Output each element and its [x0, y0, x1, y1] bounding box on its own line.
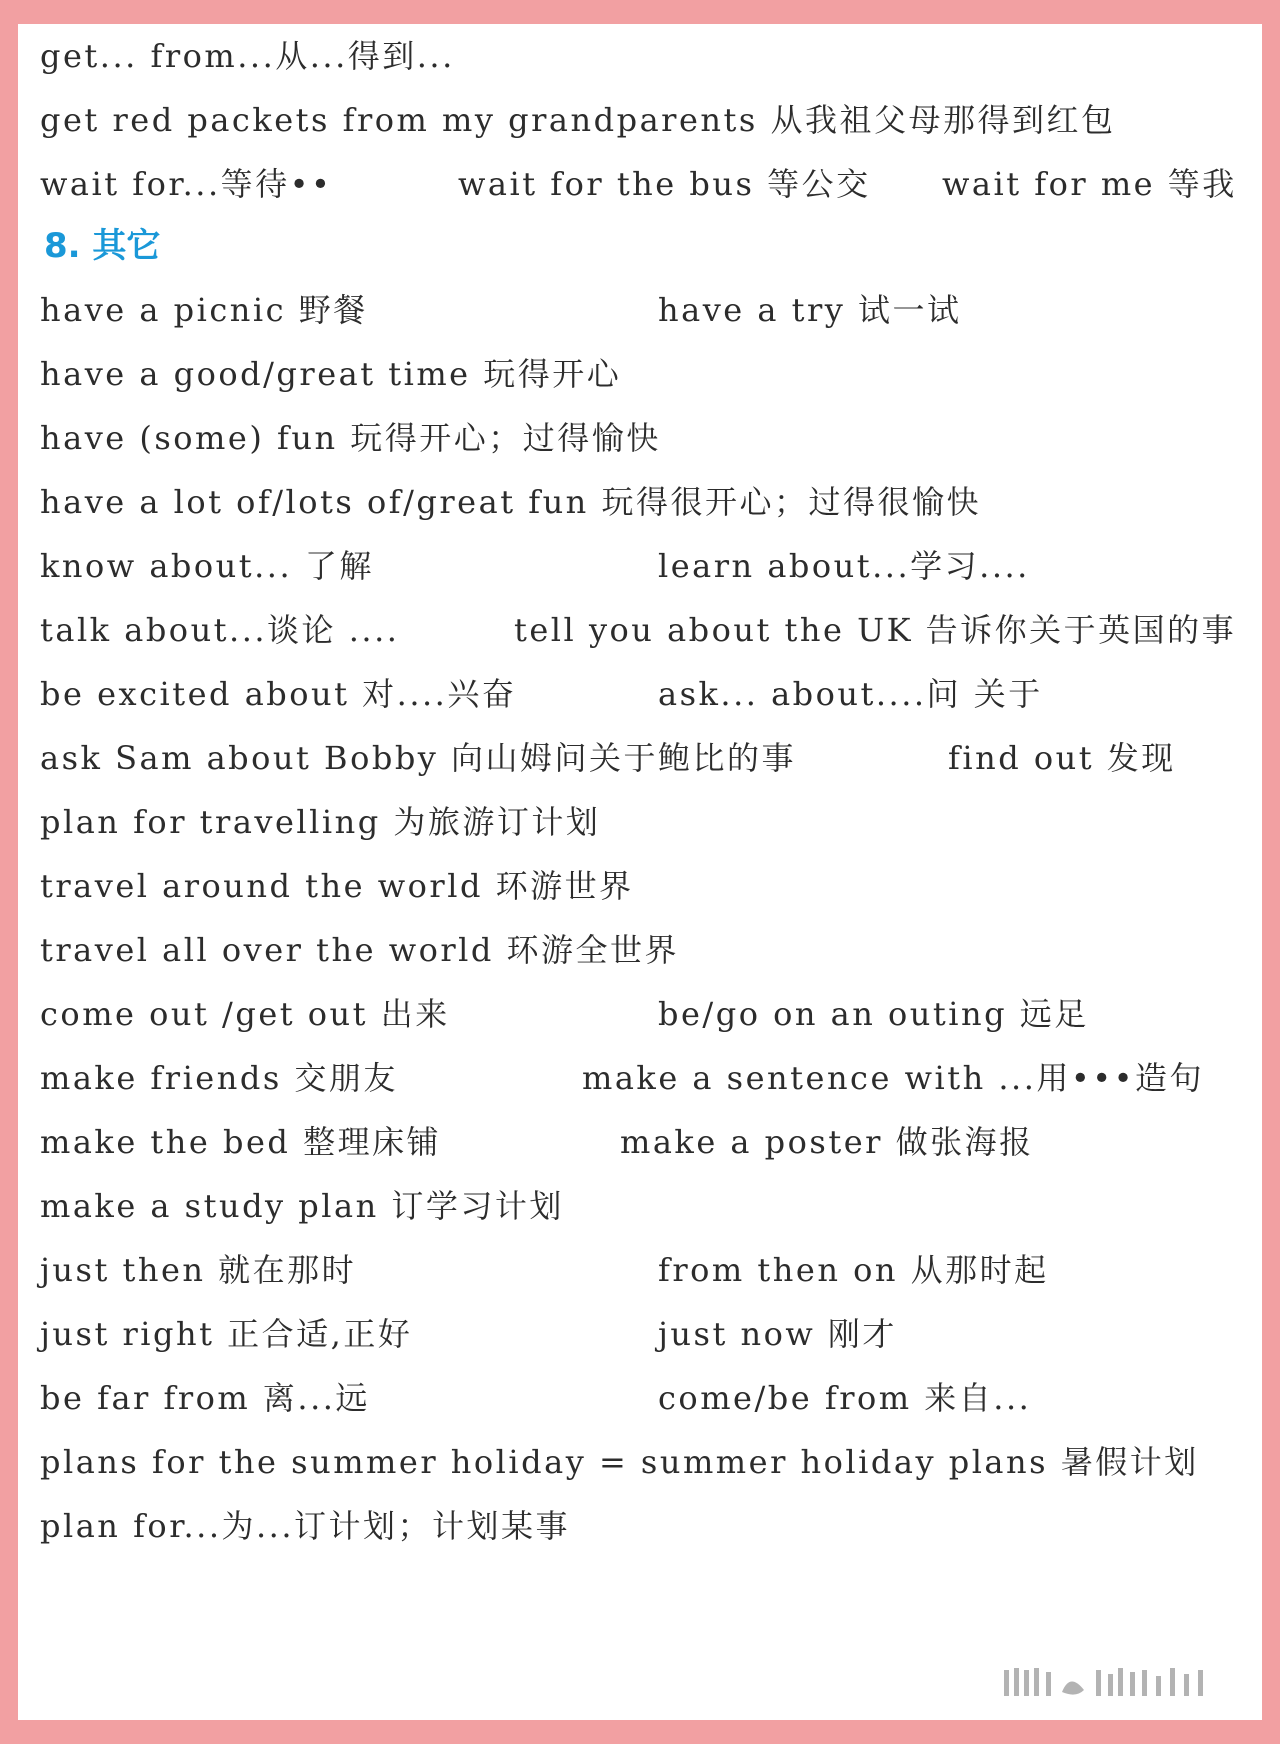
phrase: have a good/great time 玩得开心	[40, 355, 622, 393]
phrase: talk about...谈论 ....	[40, 611, 400, 649]
phrase: plans for the summer holiday = summer holiday plans 暑假计划	[40, 1443, 1199, 1481]
vocabulary-sheet	[18, 24, 1262, 1720]
phrase-line	[18, 1368, 1262, 1428]
phrase-line	[18, 408, 1262, 468]
phrase-line	[18, 1176, 1262, 1236]
phrase-line	[18, 154, 1262, 214]
phrase-line	[18, 792, 1262, 852]
watermark-icon	[1000, 1662, 1240, 1702]
phrase: know about... 了解	[40, 547, 374, 585]
phrase: plan for travelling 为旅游订计划	[40, 803, 601, 841]
phrase: make a poster 做张海报	[620, 1123, 1034, 1161]
phrase-line	[18, 536, 1262, 596]
phrase: wait for...等待••	[40, 165, 333, 203]
phrase-line	[18, 344, 1262, 404]
phrase: tell you about the UK 告诉你关于英国的事	[514, 611, 1237, 649]
phrase-line	[18, 280, 1262, 340]
phrase: travel around the world 环游世界	[40, 867, 634, 905]
phrase-line	[18, 1112, 1262, 1172]
phrase: travel all over the world 环游全世界	[40, 931, 680, 969]
phrase: have a try 试一试	[658, 291, 962, 329]
phrase: just now 刚才	[658, 1315, 897, 1353]
phrase-line	[18, 1048, 1262, 1108]
phrase: get... from...从...得到...	[40, 37, 455, 75]
phrase: wait for the bus 等公交	[458, 165, 871, 203]
phrase: from then on 从那时起	[658, 1251, 1049, 1289]
phrase: make the bed 整理床铺	[40, 1123, 442, 1161]
phrase: be excited about 对....兴奋	[40, 675, 517, 713]
phrase: find out 发现	[948, 739, 1176, 777]
phrase-line	[18, 664, 1262, 724]
phrase: get red packets from my grandparents 从我祖父母那得到红包	[40, 101, 1116, 139]
phrase: come out /get out 出来	[40, 995, 450, 1033]
phrase-line	[18, 600, 1262, 660]
phrase: wait for me 等我	[942, 165, 1237, 203]
phrase-line	[18, 1304, 1262, 1364]
phrase: ask Sam about Bobby 向山姆问关于鲍比的事	[40, 739, 797, 777]
phrase: just right 正合适,正好	[40, 1315, 413, 1353]
phrase: make a sentence with ...用•••造句	[582, 1059, 1204, 1097]
phrase-line	[18, 1496, 1262, 1556]
phrase: have (some) fun 玩得开心；过得愉快	[40, 419, 661, 457]
phrase: just then 就在那时	[40, 1251, 357, 1289]
phrase: come/be from 来自...	[658, 1379, 1032, 1417]
section-heading: 8. 其它	[44, 226, 161, 266]
phrase-line	[18, 728, 1262, 788]
phrase-line	[18, 472, 1262, 532]
phrase-line	[18, 26, 1262, 86]
phrase: plan for...为...订计划；计划某事	[40, 1507, 571, 1545]
phrase-line	[18, 920, 1262, 980]
phrase: be/go on an outing 远足	[658, 995, 1089, 1033]
phrase: learn about...学习....	[658, 547, 1030, 585]
phrase-line	[18, 984, 1262, 1044]
phrase-line	[18, 1432, 1262, 1492]
phrase-line	[18, 90, 1262, 150]
phrase: ask... about....问 关于	[658, 675, 1043, 713]
phrase: have a picnic 野餐	[40, 291, 368, 329]
phrase: have a lot of/lots of/great fun 玩得很开心；过得很愉快	[40, 483, 981, 521]
phrase: make friends 交朋友	[40, 1059, 398, 1097]
phrase: make a study plan 订学习计划	[40, 1187, 564, 1225]
phrase: be far from 离...远	[40, 1379, 370, 1417]
phrase-line	[18, 856, 1262, 916]
phrase-line	[18, 1240, 1262, 1300]
